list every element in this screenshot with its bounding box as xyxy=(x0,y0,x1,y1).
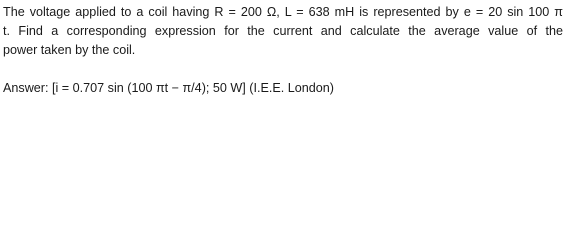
answer-text: Answer: [i = 0.707 sin (100 πt − π/4); 50 W] (I.E.E. London) xyxy=(3,81,334,95)
problem-line-3: power taken by the coil. xyxy=(3,43,136,57)
problem-line-1: The voltage applied to a coil having R = 200 Ω, L = 638 mH is represented by e = 20 sin 100 π xyxy=(3,5,563,19)
problem-statement xyxy=(3,3,563,60)
problem-line-2: t. Find a corresponding expression for the current and calculate the average value of the xyxy=(3,24,563,38)
